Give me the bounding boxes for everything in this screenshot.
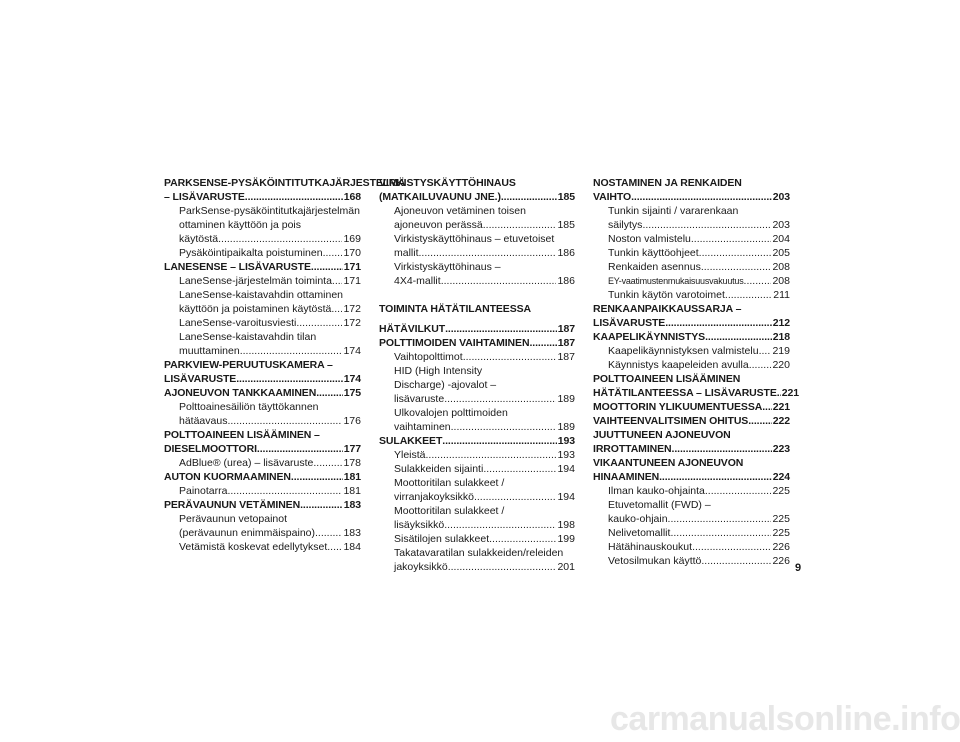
toc-subentry — [379, 218, 575, 232]
toc-entry-title: virranjakoyksikkö — [394, 491, 474, 503]
toc-subentry — [164, 288, 361, 302]
toc-subentry — [593, 554, 790, 568]
toc-entry-title: DIESELMOOTTORI — [164, 443, 257, 455]
toc-page-number: 226 — [772, 541, 790, 553]
toc-page-number: 183 — [343, 499, 361, 511]
toc-page-number: 201 — [557, 561, 575, 573]
toc-entry — [593, 456, 790, 470]
toc-entry-title: Ilman kauko-ohjainta — [608, 485, 705, 497]
toc-subentry — [593, 512, 790, 526]
dot-leader — [442, 434, 556, 448]
toc-entry-title: Perävaunun vetopainot — [179, 513, 287, 525]
dot-leader — [665, 316, 772, 330]
toc-entry-title: Polttoainesäiliön täyttökannen — [179, 401, 319, 413]
dot-leader — [483, 462, 556, 476]
toc-entry — [593, 470, 790, 484]
toc-subentry — [379, 560, 575, 574]
dot-leader — [701, 260, 772, 274]
toc-subentry — [164, 246, 361, 260]
toc-section-heading — [379, 302, 575, 316]
toc-page-number: 187 — [557, 337, 575, 349]
toc-page-number: 193 — [557, 449, 575, 461]
toc-entry — [164, 428, 361, 442]
toc-entry-title: EY-vaatimustenmukaisuusvakuutus — [608, 276, 744, 286]
toc-entry — [593, 414, 790, 428]
toc-page-number: 204 — [772, 233, 790, 245]
toc-page-number: 205 — [772, 247, 790, 259]
toc-entry-title: Vaihtopolttimot — [394, 351, 463, 363]
toc-subentry — [379, 448, 575, 462]
toc-entry-title: (MATKAILUVAUNU JNE.) — [379, 191, 501, 203]
dot-leader — [659, 470, 772, 484]
toc-subentry — [164, 274, 361, 288]
toc-subentry — [164, 512, 361, 526]
dot-leader — [444, 518, 556, 532]
toc-page-number: 171 — [343, 275, 361, 287]
toc-entry — [593, 176, 790, 190]
toc-entry — [593, 372, 790, 386]
toc-page-number: 193 — [557, 435, 575, 447]
toc-entry — [164, 372, 361, 386]
toc-entry-title: HINAAMINEN — [593, 471, 660, 483]
dot-leader — [483, 218, 557, 232]
dot-leader — [448, 560, 557, 574]
dot-leader — [245, 190, 343, 204]
toc-entry — [593, 400, 790, 414]
toc-entry-title: TOIMINTA HÄTÄTILANTEESSA — [379, 303, 531, 315]
toc-page-number: 199 — [557, 533, 575, 545]
toc-entry-title: SULAKKEET — [379, 435, 443, 447]
toc-entry-title: PARKSENSE-PYSÄKÖINTITUTKAJÄRJESTELMÄ — [164, 177, 406, 189]
dot-leader — [701, 554, 771, 568]
toc-entry-title: POLTTOAINEEN LISÄÄMINEN — [593, 373, 741, 385]
toc-subentry — [379, 204, 575, 218]
toc-page-number: 208 — [772, 275, 790, 287]
toc-subentry — [593, 540, 790, 554]
toc-entry-title: LISÄVARUSTE — [164, 373, 237, 385]
dot-leader — [759, 344, 772, 358]
toc-page-number: 183 — [343, 527, 361, 539]
dot-leader — [296, 316, 342, 330]
dot-leader — [300, 498, 343, 512]
dot-leader — [672, 442, 772, 456]
toc-subentry — [593, 260, 790, 274]
toc-entry-title: HÄTÄVILKUT — [379, 323, 446, 335]
toc-page-number: 172 — [343, 303, 361, 315]
toc-entry — [164, 386, 361, 400]
toc-page-number: 225 — [772, 527, 790, 539]
dot-leader — [748, 414, 772, 428]
dot-leader — [670, 526, 771, 540]
toc-page-number: 185 — [557, 219, 575, 231]
toc-entry-title: Tunkin käytön varotoimet — [608, 289, 725, 301]
toc-entry-title: PARKVIEW-PERUUTUSKAMERA – — [164, 359, 333, 371]
toc-entry-title: jakoyksikkö — [394, 561, 448, 573]
toc-subentry — [379, 392, 575, 406]
toc-entry-title: AdBlue® (urea) – lisävaruste — [179, 457, 314, 469]
toc-entry-title: PERÄVAUNUN VETÄMINEN — [164, 499, 301, 511]
toc-entry-title: hätäavaus — [179, 415, 228, 427]
toc-entry-title: HID (High Intensity — [394, 365, 483, 377]
toc-entry-title: NOSTAMINEN JA RENKAIDEN — [593, 177, 742, 189]
toc-entry-title: käyttöön ja poistaminen käytöstä — [179, 303, 332, 315]
toc-subentry — [593, 204, 790, 218]
toc-entry-title: AJONEUVON TANKKAAMINEN — [164, 387, 317, 399]
toc-entry-title: lisävaruste — [394, 393, 445, 405]
toc-page-number: 225 — [772, 485, 790, 497]
toc-subentry — [593, 484, 790, 498]
toc-entry — [593, 442, 790, 456]
dot-leader — [451, 420, 557, 434]
toc-entry-title: Moottoritilan sulakkeet / — [394, 505, 505, 517]
toc-page-number: 203 — [772, 219, 790, 231]
toc-entry-title: POLTTOAINEEN LISÄÄMINEN – — [164, 429, 320, 441]
toc-page-number: 189 — [557, 421, 575, 433]
toc-subentry — [379, 420, 575, 434]
toc-page-number: 189 — [557, 393, 575, 405]
dot-leader — [501, 190, 557, 204]
toc-subentry — [379, 378, 575, 392]
toc-entry-title: VAIHTEENVALITSIMEN OHITUS — [593, 415, 749, 427]
toc-entry-title: LaneSense-kaistavahdin tilan — [179, 331, 317, 343]
dot-leader — [463, 350, 557, 364]
dot-leader — [705, 484, 772, 498]
toc-subentry — [164, 414, 361, 428]
dot-leader — [529, 336, 556, 350]
toc-subentry — [379, 260, 575, 274]
toc-subentry — [379, 232, 575, 246]
toc-entry-title: JUUTTUNEEN AJONEUVON — [593, 429, 731, 441]
dot-leader — [291, 470, 343, 484]
toc-entry-title: Vetosilmukan käyttö — [608, 555, 702, 567]
dot-leader — [426, 448, 557, 462]
toc-subentry — [379, 406, 575, 420]
toc-page-number: 221 — [781, 387, 800, 399]
toc-entry-title: Vetämistä koskevat edellytykset — [179, 541, 328, 553]
toc-page-number: 208 — [772, 261, 790, 273]
toc-subentry — [593, 344, 790, 358]
dot-leader — [441, 274, 557, 288]
toc-entry-title: Nelivetomallit — [608, 527, 671, 539]
dot-leader — [227, 484, 342, 498]
toc-entry-title: Moottoritilan sulakkeet / — [394, 477, 505, 489]
toc-entry-title: Virkistyskäyttöhinaus – — [394, 261, 501, 273]
toc-subentry — [593, 526, 790, 540]
dot-leader — [311, 260, 343, 274]
toc-subentry — [164, 218, 361, 232]
toc-subentry — [593, 232, 790, 246]
toc-page-number: 178 — [343, 457, 361, 469]
toc-subentry — [164, 456, 361, 470]
toc-entry-title: Sulakkeiden sijainti — [394, 463, 484, 475]
dot-leader — [474, 490, 557, 504]
toc-page-number: 218 — [772, 331, 790, 343]
toc-entry — [164, 358, 361, 372]
toc-entry-title: RENKAANPAIKKAUSSARJA – — [593, 303, 742, 315]
dot-leader — [642, 218, 771, 232]
toc-entry-title: LaneSense-järjestelmän toiminta — [179, 275, 332, 287]
dot-leader — [725, 288, 772, 302]
toc-entry-title: LaneSense-varoitusviesti — [179, 317, 297, 329]
dot-leader — [489, 532, 556, 546]
toc-entry — [379, 322, 575, 336]
toc-entry — [593, 330, 790, 344]
toc-page-number: 171 — [343, 261, 361, 273]
toc-subentry — [593, 358, 790, 372]
toc-entry-title: Ulkovalojen polttimoiden — [394, 407, 508, 419]
toc-subentry — [379, 350, 575, 364]
toc-page-number: 185 — [557, 191, 575, 203]
toc-subentry — [593, 218, 790, 232]
toc-page-number: 187 — [557, 323, 575, 335]
toc-entry-title: KAAPELIKÄYNNISTYS — [593, 331, 706, 343]
toc-page-number: 198 — [557, 519, 575, 531]
toc-page-number: 170 — [343, 247, 361, 259]
toc-entry-title: Pysäköintipaikalta poistuminen — [179, 247, 323, 259]
toc-page-number: 186 — [557, 275, 575, 287]
toc-page-number: 224 — [772, 471, 790, 483]
dot-leader — [668, 512, 772, 526]
dot-leader — [631, 190, 772, 204]
toc-column-2 — [379, 176, 575, 574]
toc-subentry — [379, 246, 575, 260]
toc-subentry — [164, 316, 361, 330]
toc-entry — [593, 302, 790, 316]
toc-entry-title: LaneSense-kaistavahdin ottaminen — [179, 289, 344, 301]
toc-page-number: 186 — [557, 247, 575, 259]
toc-entry-title: Painotarra — [179, 485, 228, 497]
toc-page-number: 225 — [772, 513, 790, 525]
toc-entry-title: Discharge) -ajovalot – — [394, 379, 497, 391]
toc-entry — [379, 176, 575, 190]
dot-leader — [240, 344, 343, 358]
dot-leader — [699, 246, 772, 260]
dot-leader — [313, 456, 342, 470]
toc-page-number: 221 — [772, 401, 790, 413]
toc-entry-title: Noston valmistelu — [608, 233, 691, 245]
page-number: 9 — [795, 562, 802, 574]
toc-page-number: 181 — [343, 471, 361, 483]
toc-subentry — [164, 330, 361, 344]
toc-entry-title: vaihtaminen — [394, 421, 451, 433]
toc-entry-title: ajoneuvon perässä — [394, 219, 483, 231]
toc-entry-title: VAIHTO — [593, 191, 632, 203]
dot-leader — [705, 330, 772, 344]
toc-page-number: 226 — [772, 555, 790, 567]
toc-entry — [164, 176, 406, 190]
toc-subentry — [379, 532, 575, 546]
toc-entry — [164, 190, 361, 204]
toc-page-number: 169 — [343, 233, 361, 245]
dot-leader — [331, 302, 342, 316]
toc-subentry — [593, 498, 790, 512]
toc-entry — [379, 434, 575, 448]
dot-leader — [327, 540, 342, 554]
toc-page-number: 168 — [343, 191, 361, 203]
dot-leader — [444, 392, 556, 406]
dot-leader — [445, 322, 557, 336]
toc-subentry — [164, 344, 361, 358]
dot-leader — [315, 526, 342, 540]
toc-subentry — [379, 490, 575, 504]
toc-entry-title: AUTON KUORMAAMINEN — [164, 471, 291, 483]
dot-leader — [236, 372, 343, 386]
toc-subentry — [164, 526, 361, 540]
toc-subentry — [164, 232, 361, 246]
toc-entry-title: käytöstä — [179, 233, 219, 245]
toc-entry-title: 4X4-mallit — [394, 275, 441, 287]
toc-entry-title: Yleistä — [394, 449, 426, 461]
toc-entry-title: Tunkin sijainti / vararenkaan — [608, 205, 739, 217]
toc-entry-title: MOOTTORIN YLIKUUMENTUESSA — [593, 401, 763, 413]
toc-entry-title: Hätähinauskoukut — [608, 541, 693, 553]
toc-column-3 — [593, 176, 800, 568]
toc-entry-title: Kaapelikäynnistyksen valmistelu — [608, 345, 759, 357]
toc-subentry — [164, 204, 361, 218]
toc-entry-title: Renkaiden asennus — [608, 261, 701, 273]
toc-subentry — [164, 400, 361, 414]
toc-column-1 — [164, 176, 406, 554]
toc-page-number: 212 — [772, 317, 790, 329]
toc-entry — [164, 260, 361, 274]
toc-entry-title: LISÄVARUSTE — [593, 317, 666, 329]
toc-subentry — [593, 246, 790, 260]
toc-entry-title: Käynnistys kaapeleiden avulla — [608, 359, 749, 371]
toc-entry-title: ParkSense-pysäköintitutkajärjestelmän — [179, 205, 360, 217]
dot-leader — [316, 386, 343, 400]
dot-leader — [419, 246, 557, 260]
toc-page-number: 174 — [343, 373, 361, 385]
dot-leader — [227, 414, 342, 428]
toc-subentry — [164, 484, 361, 498]
toc-entry — [164, 470, 361, 484]
toc-entry-title: LANESENSE – LISÄVARUSTE — [164, 261, 311, 273]
toc-subentry — [379, 364, 575, 378]
dot-leader — [762, 400, 772, 414]
toc-entry-title: ottaminen käyttöön ja pois — [179, 219, 301, 231]
toc-subentry — [164, 302, 361, 316]
toc-entry-title: muuttaminen — [179, 345, 240, 357]
toc-entry — [593, 428, 790, 442]
toc-page-number: 194 — [557, 491, 575, 503]
toc-entry-title: Takatavaratilan sulakkeiden/releiden — [394, 547, 564, 559]
toc-page-number: 181 — [343, 485, 361, 497]
toc-page-number: 220 — [772, 359, 790, 371]
dot-leader — [749, 358, 772, 372]
dot-leader — [257, 442, 343, 456]
toc-entry-title: IRROTTAMINEN — [593, 443, 672, 455]
toc-subentry — [593, 288, 790, 302]
toc-entry-title: HÄTÄTILANTEESSA – LISÄVARUSTE — [593, 387, 777, 399]
toc-entry-title: mallit — [394, 247, 419, 259]
toc-page-number: 176 — [343, 415, 361, 427]
toc-entry — [164, 498, 361, 512]
toc-entry — [379, 336, 575, 350]
toc-entry-title: kauko-ohjain — [608, 513, 668, 525]
dot-leader — [218, 232, 342, 246]
toc-entry-title: Sisätilojen sulakkeet — [394, 533, 490, 545]
toc-subentry — [379, 476, 575, 490]
toc-entry-title: Tunkin käyttöohjeet — [608, 247, 699, 259]
toc-subentry — [379, 504, 575, 518]
toc-page-number: 203 — [772, 191, 790, 203]
toc-entry-title: – LISÄVARUSTE — [164, 191, 245, 203]
toc-entry — [164, 442, 361, 456]
dot-leader — [332, 274, 343, 288]
toc-entry-title: säilytys — [608, 219, 643, 231]
toc-subentry — [379, 462, 575, 476]
toc-subentry — [379, 546, 575, 560]
toc-page-number: 219 — [772, 345, 790, 357]
dot-leader — [744, 274, 772, 288]
toc-entry — [593, 316, 790, 330]
dot-leader — [692, 540, 771, 554]
toc-page-number: 174 — [343, 345, 361, 357]
dot-leader — [691, 232, 772, 246]
watermark-logo: carmanualsonline.info — [610, 700, 960, 738]
toc-entry-title: Virkistyskäyttöhinaus – etuvetoiset — [394, 233, 555, 245]
toc-entry-title: (perävaunun enimmäispaino) — [179, 527, 315, 539]
toc-page-number: 177 — [343, 443, 361, 455]
toc-page-number: 211 — [773, 289, 790, 301]
toc-entry — [593, 190, 790, 204]
toc-entry — [593, 386, 800, 400]
toc-subentry — [164, 540, 361, 554]
toc-subentry — [379, 274, 575, 288]
toc-entry-title: Etuvetomallit (FWD) – — [608, 499, 711, 511]
toc-entry-title: POLTTIMOIDEN VAIHTAMINEN — [379, 337, 530, 349]
toc-page-number: 223 — [772, 443, 790, 455]
toc-page-number: 184 — [343, 541, 361, 553]
toc-page-number: 187 — [557, 351, 575, 363]
toc-page-number: 175 — [343, 387, 361, 399]
toc-page-number: 172 — [343, 317, 361, 329]
dot-leader — [323, 246, 343, 260]
toc-page-number: 194 — [557, 463, 575, 475]
toc-subentry — [379, 518, 575, 532]
toc-page-number: 222 — [772, 415, 790, 427]
toc-entry — [379, 190, 575, 204]
toc-subentry — [593, 274, 790, 288]
toc-entry-title: VIRKISTYSKÄYTTÖHINAUS — [379, 177, 516, 189]
toc-entry-title: Ajoneuvon vetäminen toisen — [394, 205, 526, 217]
toc-entry-title: VIKAANTUNEEN AJONEUVON — [593, 457, 744, 469]
toc-entry-title: lisäyksikkö — [394, 519, 445, 531]
